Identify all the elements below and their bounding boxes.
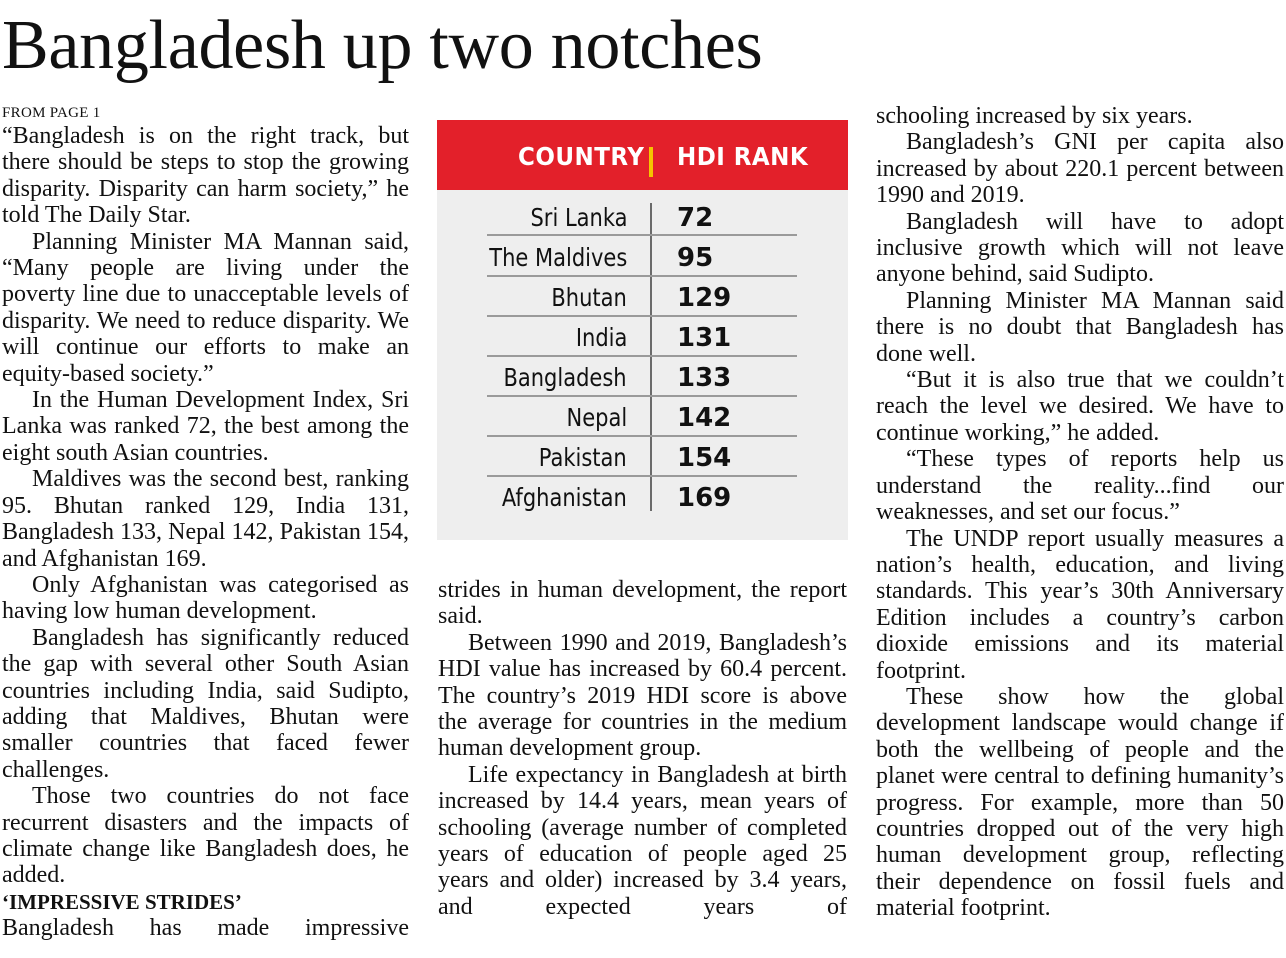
- header-country: COUNTRY: [518, 142, 645, 171]
- paragraph: Maldives was the second best, ranking 95. Bhutan ranked 129, India 131, Bangladesh 133, Nepal 142, Pakistan 154, and Afghanistan 169.: [2, 466, 409, 572]
- country-cell: India: [575, 323, 627, 352]
- paragraph: Bangladesh has significantly reduced the gap with several other South Asian countries including India, said Sudipto, adding that Maldives, Bhutan were smaller countries that faced fewer challenges.: [2, 624, 409, 783]
- paragraph: “But it is also true that we couldn’t reach the level we desired. We have to continue working,” he added.: [876, 367, 1284, 446]
- table-row: [437, 439, 848, 479]
- country-cell: Bangladesh: [503, 363, 627, 392]
- country-cell: Nepal: [566, 403, 627, 432]
- subhead: ‘IMPRESSIVE STRIDES’: [2, 889, 242, 914]
- headline: Bangladesh up two notches: [2, 7, 763, 84]
- rank-cell: 72: [677, 203, 714, 233]
- header-hdi-rank: HDI RANK: [677, 142, 809, 171]
- header-divider: [649, 147, 653, 177]
- table-row: [437, 359, 848, 399]
- kicker-from-page: FROM PAGE 1: [2, 105, 101, 121]
- paragraph: “Bangladesh is on the right track, but there should be steps to stop the growing disparity. Disparity can harm society,” he told The Daily Star.: [2, 123, 409, 229]
- row-divider: [487, 355, 797, 357]
- paragraph: Planning Minister MA Mannan said there is no doubt that Bangladesh has done well.: [876, 287, 1284, 367]
- paragraph: Bangladesh’s GNI per capita also increased by about 220.1 percent between 1990 and 2019.: [876, 129, 1284, 209]
- paragraph: Bangladesh will have to adopt inclusive growth which will not leave anyone behind, said Sudipto.: [876, 208, 1284, 288]
- paragraph: The UNDP report usually measures a nation’s health, education, and living standards. This year’s 30th Anniversary Edition includes a country’s carbon dioxide emissions and its material footprint.: [876, 525, 1284, 684]
- rank-cell: 129: [677, 283, 732, 313]
- paragraph: strides in human development, the report said.: [438, 577, 847, 630]
- rank-cell: 131: [677, 323, 732, 353]
- rank-cell: 133: [677, 363, 732, 393]
- paragraph: Life expectancy in Bangladesh at birth increased by 14.4 years, mean years of schooling (average number of completed years of education of people aged 25 years and older) increased by 3.4 years, and expected years of: [438, 761, 847, 920]
- paragraph: schooling increased by six years.: [876, 103, 1193, 129]
- row-divider: [487, 475, 797, 477]
- hdi-rank-table: [437, 120, 848, 540]
- article-column-3: [876, 103, 1284, 922]
- paragraph: Those two countries do not face recurrent disasters and the impacts of climate change like Bangladesh does, he added.: [2, 783, 409, 889]
- paragraph: In the Human Development Index, Sri Lanka was ranked 72, the best among the eight south Asian countries.: [2, 387, 409, 466]
- paragraph: These show how the global development landscape would change if both the wellbeing of people and the planet were central to defining humanity’s progress. For example, more than 50 countries dropped out of the very high human development group, reflecting their dependence on fossil fuels and material footprint.: [876, 683, 1284, 922]
- table-row: [437, 399, 848, 439]
- paragraph: Only Afghanistan was categorised as having low human development.: [2, 571, 409, 625]
- table-row: [437, 479, 848, 519]
- table-header: [437, 120, 848, 190]
- article-column-2: [438, 577, 847, 920]
- rank-cell: 142: [677, 403, 732, 433]
- article-column-1: [2, 103, 409, 942]
- country-cell: Afghanistan: [501, 483, 627, 512]
- paragraph: Bangladesh has made impressive: [2, 915, 409, 942]
- row-divider: [487, 395, 797, 397]
- table-row: [437, 239, 848, 279]
- row-divider: [487, 234, 797, 236]
- table-row: [437, 199, 848, 239]
- rank-cell: 95: [677, 243, 714, 273]
- row-divider: [487, 275, 797, 277]
- country-cell: The Maldives: [488, 243, 627, 272]
- row-divider: [487, 315, 797, 317]
- country-cell: Sri Lanka: [529, 203, 627, 232]
- paragraph: Between 1990 and 2019, Bangladesh’s HDI value has increased by 60.4 percent. The country’s 2019 HDI score is above the average for countries in the medium human development group.: [438, 629, 847, 762]
- row-divider: [487, 435, 797, 437]
- country-cell: Bhutan: [551, 283, 627, 312]
- rank-cell: 154: [677, 443, 732, 473]
- paragraph: “These types of reports help us understand the reality...find our weaknesses, and set our focus.”: [876, 446, 1284, 526]
- rank-cell: 169: [677, 483, 732, 513]
- table-row: [437, 319, 848, 359]
- paragraph: Planning Minister MA Mannan said, “Many people are living under the poverty line due to unacceptable levels of disparity. We need to reduce disparity. We will continue our efforts to make an equity-based society.”: [2, 228, 409, 387]
- country-cell: Pakistan: [539, 443, 627, 472]
- table-row: [437, 279, 848, 319]
